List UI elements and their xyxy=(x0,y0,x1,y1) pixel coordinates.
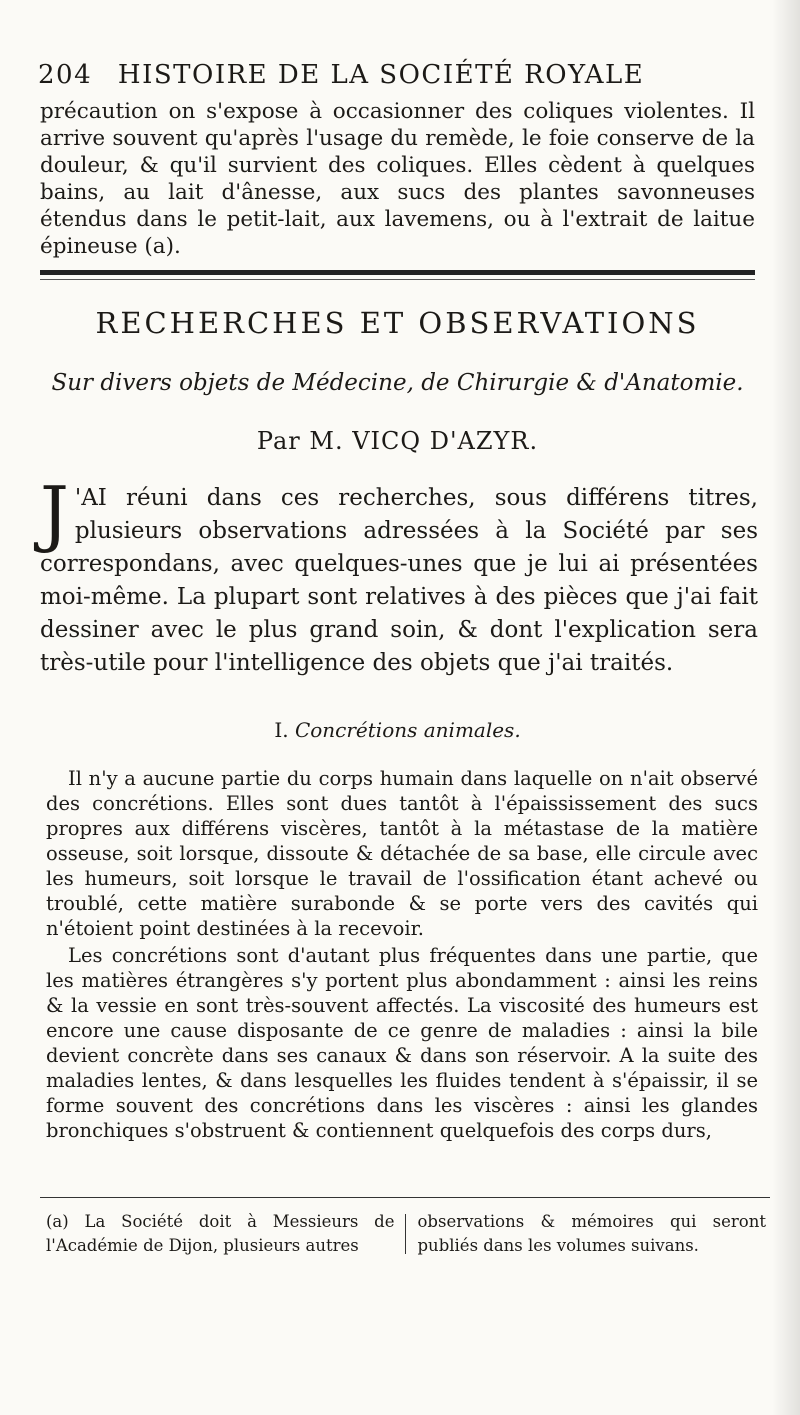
section-number: I. xyxy=(274,718,289,742)
footnote-left-column: (a) La Société doit à Messieurs de l'Académie de Dijon, plusieurs autres xyxy=(46,1212,395,1255)
intro-paragraph xyxy=(40,471,758,680)
footnote-rule xyxy=(40,1197,770,1198)
section-title: Concrétions animales. xyxy=(294,718,521,742)
section-heading xyxy=(40,718,755,742)
section-body xyxy=(46,766,758,1143)
drop-cap: J xyxy=(40,471,69,555)
section-divider-thick xyxy=(40,270,755,275)
continued-paragraph: précaution on s'expose à occasionner des coliques violentes. Il arrive souvent qu'après l'usage du remède, le foie conserve de la douleur, & qu'il survient des coliques. Elles cèdent à quelques bains, au lait d'ânesse, aux sucs des plantes savonneuses étendus dans le petit-lait, aux lavemens, ou à l'extrait de laitue épineuse (a). xyxy=(40,99,755,259)
body-paragraph: Les concrétions sont d'autant plus fréquentes dans une partie, que les matières étrangères s'y portent plus abondamment : ainsi les reins & la vessie en sont très-souvent affectés. La viscosité des humeurs est encore une cause disposante de ce genre de maladies : ainsi la bile devient concrète dans ses canaux & dans son réservoir. A la suite des maladies lentes, & dans lesquelles les fluides tendent à s'épaissir, il se forme souvent des concrétions dans les viscères : ainsi les glandes bronchiques s'obstruent & contiennent quelquefois des corps durs, xyxy=(46,944,758,1142)
footnote xyxy=(46,1210,766,1258)
running-title: HISTOIRE DE LA SOCIÉTÉ ROYALE xyxy=(117,60,645,90)
running-header xyxy=(38,60,728,90)
article-author: Par M. VICQ D'AZYR. xyxy=(256,427,539,455)
article-title: RECHERCHES ET OBSERVATIONS xyxy=(95,306,700,340)
footnote-column-separator xyxy=(405,1214,406,1254)
section-divider-thin xyxy=(40,279,755,280)
body-paragraph: Il n'y a aucune partie du corps humain dans laquelle on n'ait observé des concrétions. Elles sont dues tantôt à l'épaississement des sucs propres aux différens viscères, tantôt à la métastase de la matière osseuse, soit lorsque, dissoute & détachée de sa base, elle circule avec les humeurs, soit lorsque le travail de l'ossification étant achevé ou troublé, cette matière surabonde & se porte vers des cavités qui n'étoient point destinées à la recevoir. xyxy=(46,767,758,940)
footnote-right-column: observations & mémoires qui seront publiés dans les volumes suivans. xyxy=(417,1212,766,1255)
page-edge-shadow xyxy=(772,0,800,1415)
page-number: 204 xyxy=(38,60,93,90)
intro-text: 'AI réuni dans ces recherches, sous différens titres, plusieurs observations adressées à la Société par ses correspondans, avec quelques-unes que je lui ai présentées moi-même. La plupart sont relatives à des pièces que j'ai fait dessiner avec le plus grand soin, & dont l'explication sera très-utile pour l'intelligence des objets que j'ai traités. xyxy=(40,485,758,676)
article-subtitle: Sur divers objets de Médecine, de Chirurgie & d'Anatomie. xyxy=(51,370,744,396)
